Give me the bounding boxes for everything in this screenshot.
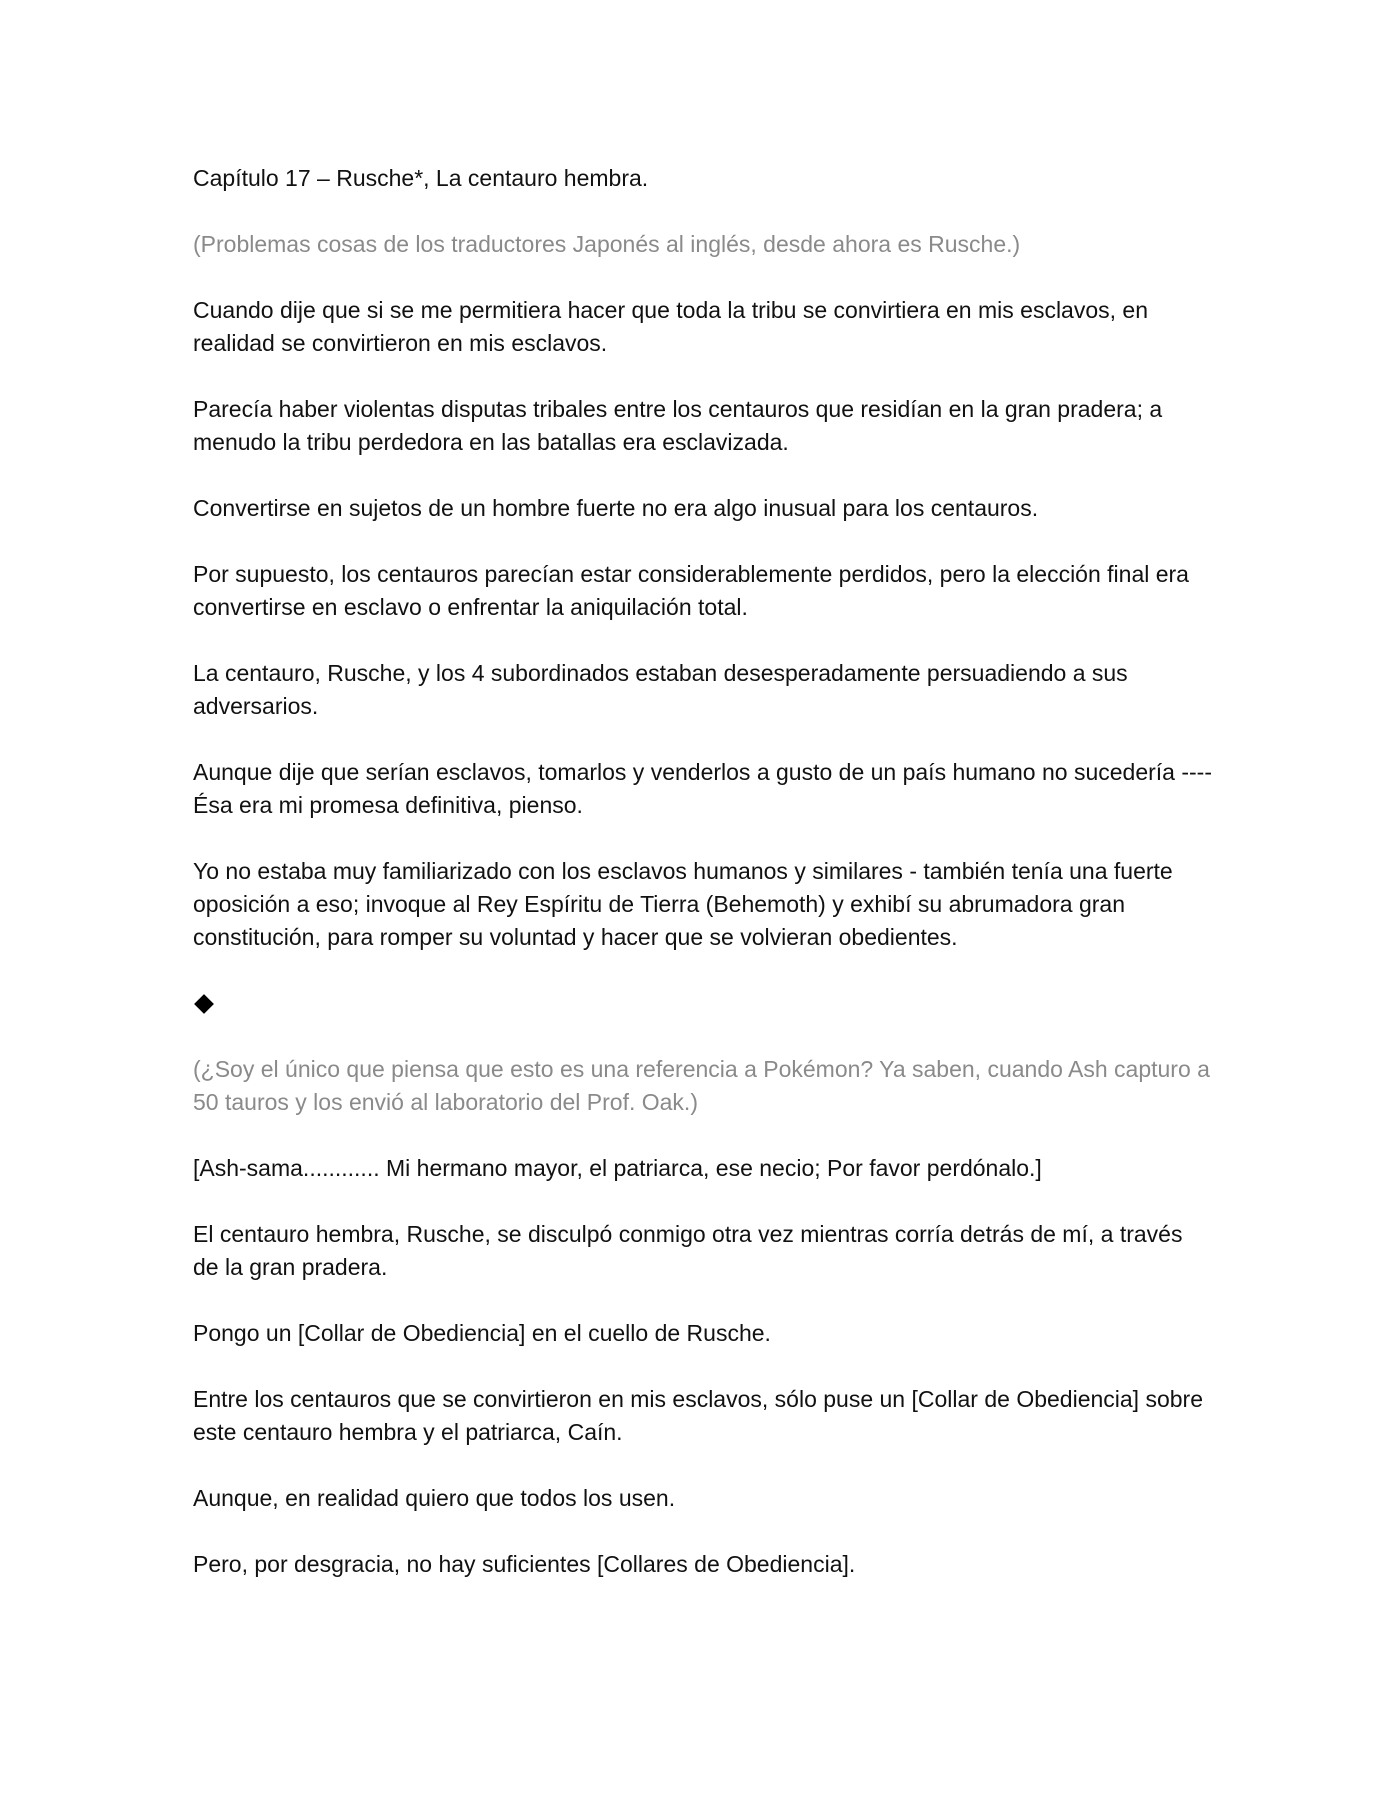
paragraph: Cuando dije que si se me permitiera hacer que toda la tribu se convirtiera en mis esclavos, en realidad se convirtieron en mis esclavos. [193,297,1148,356]
dialogue-line: [Ash-sama............ Mi hermano mayor, el patriarca, ese necio; Por favor perdónalo.] [193,1155,1042,1181]
paragraph: La centauro, Rusche, y los 4 subordinados estaban desesperadamente persuadiendo a sus adversarios. [193,660,1128,719]
paragraph: El centauro hembra, Rusche, se disculpó conmigo otra vez mientras corría detrás de mí, a través de la gran pradera. [193,1221,1183,1280]
paragraph: Entre los centauros que se convirtieron en mis esclavos, sólo puse un [Collar de Obediencia] sobre este centauro hembra y el patriarca, Caín. [193,1386,1203,1445]
paragraph: Por supuesto, los centauros parecían estar considerablemente perdidos, pero la elección final era convertirse en esclavo o enfrentar la aniquilación total. [193,561,1189,620]
paragraph: Convertirse en sujetos de un hombre fuerte no era algo inusual para los centauros. [193,495,1039,521]
paragraph: Yo no estaba muy familiarizado con los esclavos humanos y similares - también tenía una fuerte oposición a eso; invoque al Rey Espíritu de Tierra (Behemoth) y exhibí su abrumadora gran constitución, para romper su voluntad y hacer que se volvieran obedientes. [193,858,1173,950]
paragraph: Parecía haber violentas disputas tribales entre los centauros que residían en la gran pradera; a menudo la tribu perdedora en las batallas era esclavizada. [193,396,1163,455]
paragraph: Aunque, en realidad quiero que todos los usen. [193,1485,676,1511]
document-page [193,162,1213,1614]
section-separator [193,987,1213,1020]
paragraph: Aunque dije que serían esclavos, tomarlos y venderlos a gusto de un país humano no sucedería ---- Ésa era mi promesa definitiva, pienso. [193,759,1212,818]
chapter-title: Capítulo 17 – Rusche*, La centauro hembra. [193,165,649,191]
paragraph: Pongo un [Collar de Obediencia] en el cuello de Rusche. [193,1320,771,1346]
translator-note: (Problemas cosas de los traductores Japonés al inglés, desde ahora es Rusche.) [193,231,1021,257]
paragraph: Pero, por desgracia, no hay suficientes [Collares de Obediencia]. [193,1551,856,1577]
diamond-icon [194,994,214,1014]
translator-note: (¿Soy el único que piensa que esto es una referencia a Pokémon? Ya saben, cuando Ash capturo a 50 tauros y los envió al laboratorio del Prof. Oak.) [193,1056,1210,1115]
